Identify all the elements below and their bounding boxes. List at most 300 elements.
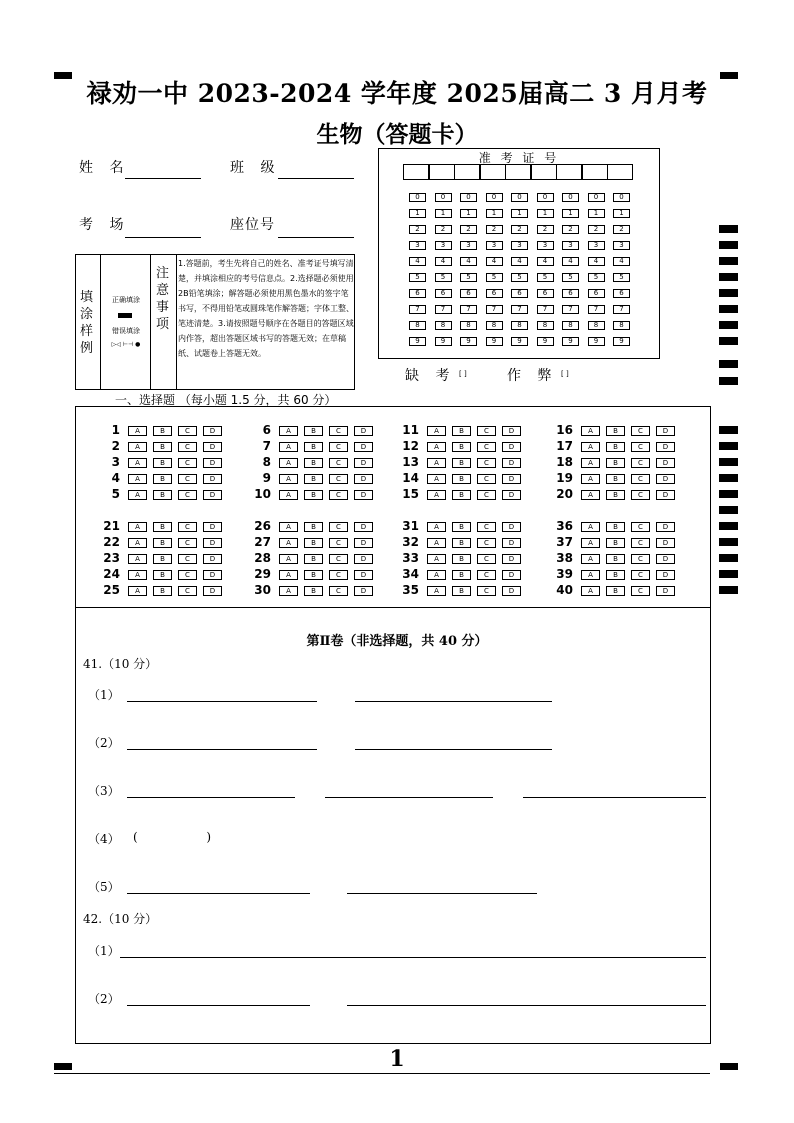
option-bubble-b[interactable]: B [153,538,172,548]
absent-checkbox[interactable]: [ ] [459,370,467,378]
option-bubble-a[interactable]: A [128,522,147,532]
option-bubble-d[interactable]: D [354,426,373,436]
exam-id-bubble[interactable]: 3 [409,241,426,250]
option-bubble-b[interactable]: B [153,586,172,596]
exam-id-bubble[interactable]: 7 [511,305,528,314]
exam-id-bubble[interactable]: 9 [460,337,477,346]
q42-1-blank[interactable] [120,957,706,958]
q41-3-blank-c[interactable] [523,797,706,798]
exam-id-bubble[interactable]: 0 [511,193,528,202]
exam-id-bubble[interactable]: 8 [537,321,554,330]
option-bubble-c[interactable]: C [178,474,197,484]
exam-id-bubble[interactable]: 4 [562,257,579,266]
cheat-label: 作 弊 [507,368,558,384]
option-bubble-d[interactable]: D [203,458,222,468]
option-bubble-b[interactable]: B [606,490,625,500]
option-bubble-b[interactable]: B [606,522,625,532]
question-number: 7 [262,439,271,453]
exam-id-bubble[interactable]: 5 [409,273,426,282]
name-field[interactable] [125,178,201,179]
q41-1-blank-b[interactable] [355,701,552,702]
q41-5-blank-b[interactable] [347,893,537,894]
option-bubble-b[interactable]: B [153,554,172,564]
exam-id-bubble[interactable]: 9 [435,337,452,346]
exam-id-bubble[interactable]: 2 [460,225,477,234]
exam-id-bubble[interactable]: 4 [409,257,426,266]
option-bubble-b[interactable]: B [452,442,471,452]
option-bubble-d[interactable]: D [656,442,675,452]
option-bubble-b[interactable]: B [304,538,323,548]
exam-id-bubble[interactable]: 6 [460,289,477,298]
q41-5-blank-a[interactable] [127,893,310,894]
option-bubble-c[interactable]: C [178,554,197,564]
option-bubble-a[interactable]: A [581,570,600,580]
option-bubble-a[interactable]: A [427,570,446,580]
q41-2-blank-b[interactable] [355,749,552,750]
exam-id-digit-cell[interactable] [582,164,608,180]
option-bubble-a[interactable]: A [427,442,446,452]
exam-id-bubble[interactable]: 1 [460,209,477,218]
option-bubble-d[interactable]: D [203,554,222,564]
option-bubble-a[interactable]: A [279,442,298,452]
question-number: 25 [103,583,120,597]
exam-id-bubble[interactable]: 8 [511,321,528,330]
option-bubble-d[interactable]: D [656,458,675,468]
option-bubble-a[interactable]: A [128,554,147,564]
exam-id-bubble[interactable]: 8 [435,321,452,330]
option-bubble-a[interactable]: A [128,474,147,484]
option-bubble-b[interactable]: B [304,586,323,596]
q41-label: 41.（10 分） [83,657,158,671]
exam-id-bubble[interactable]: 7 [460,305,477,314]
option-bubble-d[interactable]: D [203,570,222,580]
option-bubble-b[interactable]: B [153,522,172,532]
q41-part2-label: （2） [88,736,120,750]
option-bubble-b[interactable]: B [153,490,172,500]
option-bubble-d[interactable]: D [354,474,373,484]
question-number: 2 [111,439,120,453]
option-bubble-a[interactable]: A [279,538,298,548]
option-bubble-b[interactable]: B [452,474,471,484]
timing-mark [719,360,738,368]
option-bubble-c[interactable]: C [477,586,496,596]
option-bubble-a[interactable]: A [427,538,446,548]
exam-id-bubble[interactable]: 0 [613,193,630,202]
exam-id-digit-cell[interactable] [505,164,531,180]
exam-id-bubble[interactable]: 2 [435,225,452,234]
option-bubble-a[interactable]: A [581,490,600,500]
exam-id-bubble[interactable]: 5 [511,273,528,282]
exam-id-bubble[interactable]: 1 [613,209,630,218]
exam-id-bubble[interactable]: 4 [588,257,605,266]
page-number: 1 [389,1046,405,1072]
option-bubble-d[interactable]: D [203,442,222,452]
exam-id-bubble[interactable]: 7 [562,305,579,314]
exam-id-bubble[interactable]: 5 [435,273,452,282]
option-bubble-a[interactable]: A [279,570,298,580]
option-bubble-a[interactable]: A [581,474,600,484]
exam-id-bubble[interactable]: 7 [435,305,452,314]
option-bubble-d[interactable]: D [203,474,222,484]
option-bubble-d[interactable]: D [203,522,222,532]
question-number: 15 [402,487,419,501]
seat-field[interactable] [278,237,354,238]
option-bubble-a[interactable]: A [427,554,446,564]
option-bubble-a[interactable]: A [427,474,446,484]
option-bubble-c[interactable]: C [329,426,348,436]
option-bubble-a[interactable]: A [427,458,446,468]
option-bubble-a[interactable]: A [279,426,298,436]
option-bubble-c[interactable]: C [329,474,348,484]
option-bubble-a[interactable]: A [128,538,147,548]
exam-id-bubble[interactable]: 0 [537,193,554,202]
exam-id-bubble[interactable]: 0 [588,193,605,202]
option-bubble-d[interactable]: D [354,522,373,532]
option-bubble-a[interactable]: A [427,586,446,596]
option-bubble-b[interactable]: B [153,474,172,484]
option-bubble-c[interactable]: C [631,442,650,452]
exam-id-bubble[interactable]: 6 [435,289,452,298]
option-bubble-c[interactable]: C [329,442,348,452]
option-bubble-a[interactable]: A [128,490,147,500]
exam-id-bubble[interactable]: 5 [562,273,579,282]
option-bubble-d[interactable]: D [656,538,675,548]
q41-3-blank-a[interactable] [127,797,295,798]
exam-id-bubble[interactable]: 8 [613,321,630,330]
option-bubble-a[interactable]: A [581,426,600,436]
option-bubble-d[interactable]: D [656,474,675,484]
option-bubble-d[interactable]: D [502,442,521,452]
option-bubble-c[interactable]: C [477,570,496,580]
question-number: 4 [111,471,120,485]
option-bubble-d[interactable]: D [502,474,521,484]
exam-id-bubble[interactable]: 2 [486,225,503,234]
option-bubble-b[interactable]: B [304,490,323,500]
option-bubble-c[interactable]: C [631,490,650,500]
option-bubble-d[interactable]: D [203,490,222,500]
exam-id-bubble[interactable]: 0 [460,193,477,202]
timing-mark [719,426,738,434]
option-bubble-b[interactable]: B [452,458,471,468]
option-bubble-b[interactable]: B [153,458,172,468]
option-bubble-d[interactable]: D [502,490,521,500]
option-bubble-a[interactable]: A [427,426,446,436]
option-bubble-a[interactable]: A [581,442,600,452]
exam-id-bubble[interactable]: 1 [588,209,605,218]
option-bubble-d[interactable]: D [502,458,521,468]
exam-id-bubble[interactable]: 1 [435,209,452,218]
option-bubble-d[interactable]: D [502,522,521,532]
exam-id-bubble[interactable]: 2 [409,225,426,234]
option-bubble-b[interactable]: B [304,442,323,452]
option-bubble-d[interactable]: D [203,586,222,596]
exam-id-bubble[interactable]: 2 [613,225,630,234]
option-bubble-b[interactable]: B [452,554,471,564]
option-bubble-a[interactable]: A [128,570,147,580]
option-bubble-a[interactable]: A [581,458,600,468]
option-bubble-c[interactable]: C [477,538,496,548]
option-bubble-b[interactable]: B [606,554,625,564]
option-bubble-c[interactable]: C [178,522,197,532]
option-bubble-c[interactable]: C [631,538,650,548]
option-bubble-b[interactable]: B [153,426,172,436]
option-bubble-c[interactable]: C [329,586,348,596]
exam-id-bubble[interactable]: 1 [511,209,528,218]
exam-id-digit-cell[interactable] [531,164,557,180]
exam-id-bubble[interactable]: 0 [435,193,452,202]
exam-id-bubble[interactable]: 9 [511,337,528,346]
exam-id-digit-cell[interactable] [403,164,429,180]
option-bubble-d[interactable]: D [354,458,373,468]
option-bubble-d[interactable]: D [656,570,675,580]
exam-id-bubble[interactable]: 4 [537,257,554,266]
question-number: 17 [556,439,573,453]
exam-id-bubble[interactable]: 6 [486,289,503,298]
option-bubble-d[interactable]: D [656,554,675,564]
exam-id-bubble[interactable]: 3 [460,241,477,250]
option-bubble-a[interactable]: A [279,522,298,532]
option-bubble-c[interactable]: C [477,426,496,436]
exam-id-bubble[interactable]: 5 [460,273,477,282]
exam-id-bubble[interactable]: 0 [409,193,426,202]
question-number: 16 [556,423,573,437]
timing-mark [719,289,738,297]
timing-mark [719,305,738,313]
option-bubble-b[interactable]: B [304,426,323,436]
exam-id-bubble[interactable]: 1 [409,209,426,218]
q42-2-blank-b[interactable] [347,1005,706,1006]
option-bubble-c[interactable]: C [329,554,348,564]
exam-id-bubble[interactable]: 7 [588,305,605,314]
option-bubble-b[interactable]: B [452,426,471,436]
q42-2-blank-a[interactable] [127,1005,310,1006]
exam-id-bubble[interactable]: 6 [409,289,426,298]
option-bubble-b[interactable]: B [606,442,625,452]
option-bubble-d[interactable]: D [502,554,521,564]
option-bubble-a[interactable]: A [581,554,600,564]
option-bubble-c[interactable]: C [329,538,348,548]
exam-id-bubble[interactable]: 4 [613,257,630,266]
option-bubble-d[interactable]: D [502,586,521,596]
option-bubble-d[interactable]: D [656,490,675,500]
option-bubble-b[interactable]: B [304,522,323,532]
exam-id-bubble[interactable]: 5 [613,273,630,282]
exam-id-bubble[interactable]: 7 [486,305,503,314]
option-bubble-a[interactable]: A [128,426,147,436]
q41-3-blank-b[interactable] [325,797,493,798]
q41-1-blank-a[interactable] [127,701,317,702]
option-bubble-c[interactable]: C [178,586,197,596]
exam-id-bubble[interactable]: 3 [537,241,554,250]
exam-id-bubble[interactable]: 7 [537,305,554,314]
option-bubble-d[interactable]: D [656,426,675,436]
exam-id-bubble[interactable]: 4 [435,257,452,266]
exam-id-digit-cell[interactable] [607,164,633,180]
option-bubble-c[interactable]: C [477,458,496,468]
exam-id-bubble[interactable]: 3 [562,241,579,250]
option-bubble-a[interactable]: A [128,458,147,468]
exam-id-bubble[interactable]: 9 [613,337,630,346]
q41-2-blank-a[interactable] [127,749,317,750]
option-bubble-c[interactable]: C [477,474,496,484]
option-bubble-c[interactable]: C [477,554,496,564]
option-bubble-d[interactable]: D [354,538,373,548]
exam-id-bubble[interactable]: 6 [562,289,579,298]
option-bubble-b[interactable]: B [606,586,625,596]
option-bubble-a[interactable]: A [279,490,298,500]
option-bubble-c[interactable]: C [178,458,197,468]
q41-part1-label: （1） [88,688,120,702]
option-bubble-c[interactable]: C [178,442,197,452]
option-bubble-c[interactable]: C [631,474,650,484]
exam-id-bubble[interactable]: 6 [588,289,605,298]
option-bubble-b[interactable]: B [304,570,323,580]
option-bubble-d[interactable]: D [656,522,675,532]
option-bubble-c[interactable]: C [329,458,348,468]
option-bubble-b[interactable]: B [304,458,323,468]
exam-id-bubble[interactable]: 4 [486,257,503,266]
option-bubble-c[interactable]: C [477,442,496,452]
option-bubble-c[interactable]: C [329,522,348,532]
option-bubble-d[interactable]: D [354,586,373,596]
option-bubble-a[interactable]: A [279,458,298,468]
option-bubble-b[interactable]: B [452,586,471,596]
option-bubble-b[interactable]: B [452,490,471,500]
question-number: 24 [103,567,120,581]
option-bubble-c[interactable]: C [631,522,650,532]
option-bubble-b[interactable]: B [153,570,172,580]
exam-id-bubble[interactable]: 3 [511,241,528,250]
cheat-checkbox[interactable]: [ ] [561,370,569,378]
exam-id-bubble[interactable]: 0 [486,193,503,202]
option-bubble-a[interactable]: A [128,586,147,596]
option-bubble-c[interactable]: C [631,570,650,580]
option-bubble-d[interactable]: D [502,570,521,580]
name-label: 姓 名 [79,160,130,176]
exam-id-bubble[interactable]: 9 [537,337,554,346]
option-bubble-b[interactable]: B [606,458,625,468]
option-bubble-a[interactable]: A [427,522,446,532]
exam-id-bubble[interactable]: 5 [537,273,554,282]
q41-4-paren[interactable]: ( ) [133,830,212,844]
option-bubble-a[interactable]: A [427,490,446,500]
exam-id-digit-cell[interactable] [454,164,480,180]
option-bubble-c[interactable]: C [178,490,197,500]
option-bubble-b[interactable]: B [606,538,625,548]
option-bubble-c[interactable]: C [631,554,650,564]
exam-id-bubble[interactable]: 1 [537,209,554,218]
option-bubble-c[interactable]: C [631,458,650,468]
option-bubble-a[interactable]: A [279,586,298,596]
option-bubble-c[interactable]: C [178,426,197,436]
exam-id-bubble[interactable]: 8 [409,321,426,330]
exam-id-bubble[interactable]: 8 [460,321,477,330]
exam-id-bubble[interactable]: 2 [562,225,579,234]
exam-id-bubble[interactable]: 1 [562,209,579,218]
exam-id-digit-cell[interactable] [556,164,582,180]
exam-id-bubble[interactable]: 9 [409,337,426,346]
option-bubble-b[interactable]: B [452,522,471,532]
question-number: 11 [402,423,419,437]
room-field[interactable] [125,237,201,238]
option-bubble-c[interactable]: C [178,570,197,580]
option-bubble-d[interactable]: D [354,554,373,564]
option-bubble-b[interactable]: B [606,426,625,436]
option-bubble-d[interactable]: D [354,490,373,500]
option-bubble-d[interactable]: D [502,538,521,548]
exam-id-bubble[interactable]: 2 [537,225,554,234]
option-bubble-d[interactable]: D [656,586,675,596]
exam-id-bubble[interactable]: 7 [409,305,426,314]
option-bubble-d[interactable]: D [354,442,373,452]
option-bubble-b[interactable]: B [304,554,323,564]
option-bubble-a[interactable]: A [581,538,600,548]
option-bubble-b[interactable]: B [452,570,471,580]
exam-id-bubble[interactable]: 8 [588,321,605,330]
option-bubble-b[interactable]: B [606,570,625,580]
option-bubble-b[interactable]: B [606,474,625,484]
option-bubble-d[interactable]: D [203,426,222,436]
timing-mark [719,458,738,466]
option-bubble-c[interactable]: C [631,426,650,436]
class-field[interactable] [278,178,354,179]
section-divider [76,607,710,608]
exam-id-bubble[interactable]: 9 [562,337,579,346]
exam-id-bubble[interactable]: 3 [613,241,630,250]
exam-id-bubble[interactable]: 3 [588,241,605,250]
option-bubble-a[interactable]: A [128,442,147,452]
option-bubble-c[interactable]: C [477,490,496,500]
exam-id-digit-cell[interactable] [429,164,455,180]
exam-id-bubble[interactable]: 6 [613,289,630,298]
option-bubble-c[interactable]: C [477,522,496,532]
option-bubble-c[interactable]: C [178,538,197,548]
exam-id-bubble[interactable]: 3 [486,241,503,250]
option-bubble-c[interactable]: C [329,570,348,580]
exam-id-bubble[interactable]: 7 [613,305,630,314]
exam-id-bubble[interactable]: 5 [588,273,605,282]
exam-id-bubble[interactable]: 9 [486,337,503,346]
option-bubble-c[interactable]: C [329,490,348,500]
option-bubble-b[interactable]: B [304,474,323,484]
option-bubble-d[interactable]: D [354,570,373,580]
option-bubble-d[interactable]: D [502,426,521,436]
option-bubble-a[interactable]: A [279,554,298,564]
timing-mark [719,321,738,329]
exam-id-bubble[interactable]: 8 [562,321,579,330]
exam-id-bubble[interactable]: 9 [588,337,605,346]
exam-id-bubble[interactable]: 6 [511,289,528,298]
option-bubble-a[interactable]: A [279,474,298,484]
exam-id-bubble[interactable]: 8 [486,321,503,330]
option-bubble-c[interactable]: C [631,586,650,596]
option-bubble-a[interactable]: A [581,522,600,532]
exam-id-bubble[interactable]: 4 [460,257,477,266]
exam-id-bubble[interactable]: 5 [486,273,503,282]
exam-id-bubble[interactable]: 6 [537,289,554,298]
exam-id-bubble[interactable]: 2 [511,225,528,234]
exam-id-bubble[interactable]: 1 [486,209,503,218]
exam-id-digit-cell[interactable] [480,164,506,180]
exam-id-bubble[interactable]: 2 [588,225,605,234]
option-bubble-b[interactable]: B [153,442,172,452]
option-bubble-b[interactable]: B [452,538,471,548]
option-bubble-a[interactable]: A [581,586,600,596]
exam-id-bubble[interactable]: 3 [435,241,452,250]
option-bubble-d[interactable]: D [203,538,222,548]
exam-id-bubble[interactable]: 4 [511,257,528,266]
exam-id-bubble[interactable]: 0 [562,193,579,202]
